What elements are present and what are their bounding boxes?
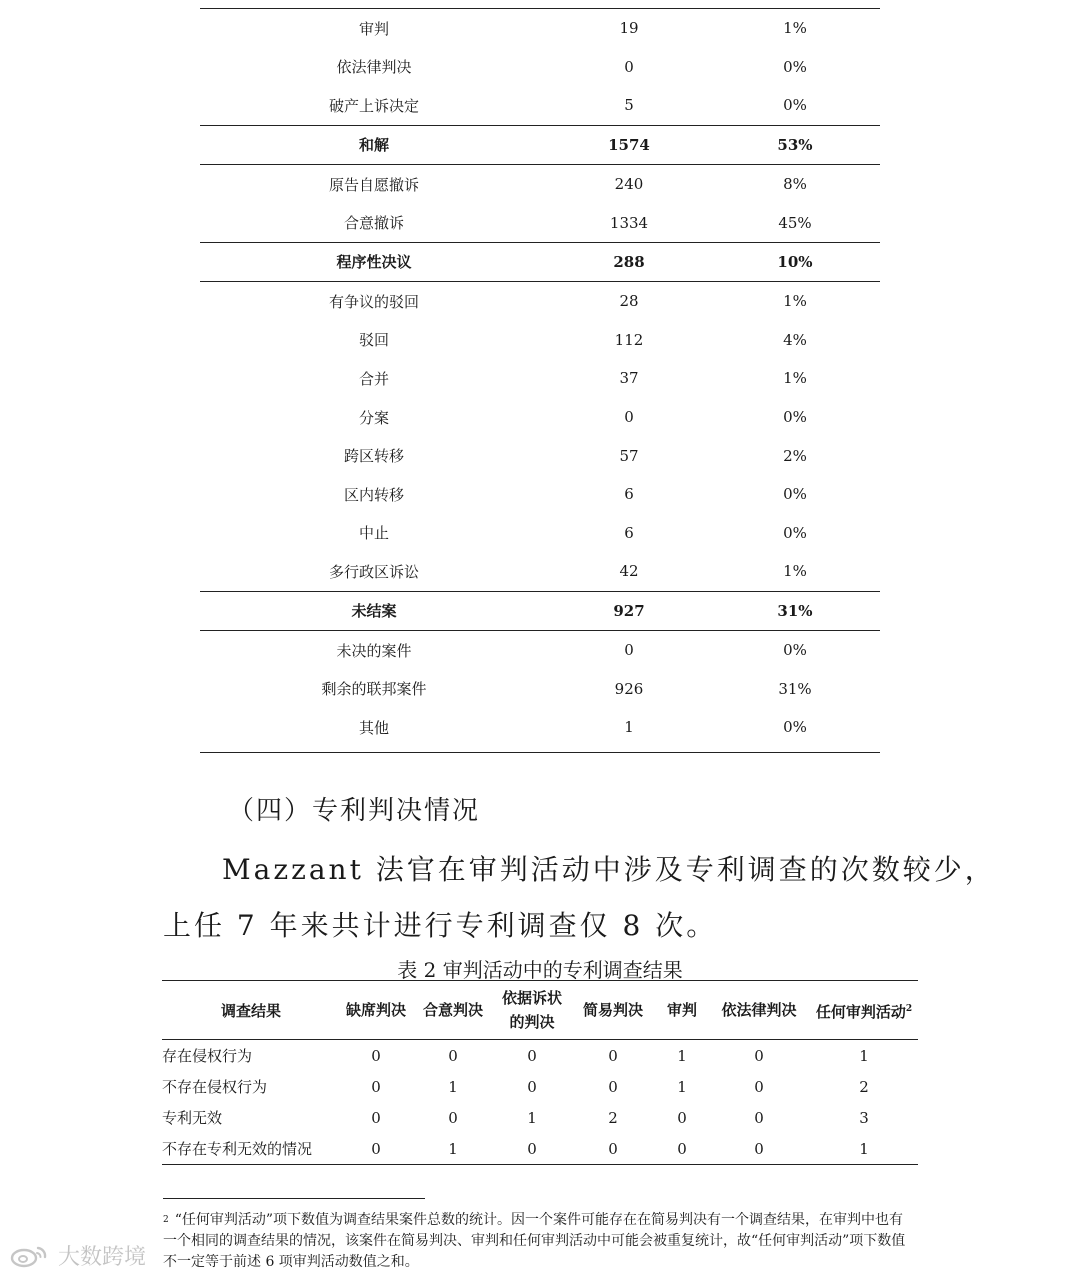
row-label: 专利无效 [162, 1109, 223, 1127]
row-count: 28 [619, 292, 639, 311]
column-header [494, 986, 570, 1034]
cell: 0 [371, 1046, 381, 1065]
category-row-pending [200, 591, 880, 631]
table-header-row [162, 981, 918, 1040]
cell: 0 [448, 1046, 458, 1065]
row-count: 112 [614, 330, 644, 349]
table-row [200, 631, 880, 670]
column-header: 合意判决 [422, 1001, 483, 1019]
row-label: 不存在专利无效的情况 [162, 1140, 313, 1158]
row-percent: 31% [777, 601, 813, 620]
footnote [163, 1210, 915, 1273]
table-row [200, 552, 880, 591]
cell: 0 [754, 1077, 764, 1096]
table-row [200, 359, 880, 398]
row-label: 原告自愿撤诉 [328, 175, 419, 194]
column-header: 调查结果 [220, 1001, 281, 1020]
column-header: 缺席判决 [345, 1001, 406, 1019]
column-header: 依法律判决 [721, 1001, 797, 1019]
table-bottom-rule [162, 1164, 918, 1165]
row-percent: 31% [778, 679, 812, 698]
column-header: 审判 [666, 1001, 697, 1019]
row-percent: 1% [783, 562, 807, 581]
watermark-text: 大数跨境 [58, 1245, 147, 1270]
row-label: 有争议的驳回 [328, 292, 419, 311]
row-count: 1334 [609, 213, 649, 232]
cell: 0 [677, 1108, 687, 1127]
footnote-ref: 2 [905, 1003, 913, 1014]
case-outcome-table [200, 8, 880, 747]
table-row [162, 1102, 918, 1133]
row-percent: 8% [783, 175, 807, 194]
column-header-line: 的判决 [509, 1013, 555, 1031]
row-count: 0 [624, 641, 634, 660]
cell: 2 [608, 1108, 618, 1127]
row-label: 合意撤诉 [343, 214, 404, 233]
row-count: 6 [624, 485, 634, 504]
cell: 0 [608, 1077, 618, 1096]
cell: 0 [371, 1108, 381, 1127]
cell: 0 [754, 1108, 764, 1127]
cell: 0 [608, 1139, 618, 1158]
cell: 1 [677, 1046, 687, 1065]
row-percent: 0% [783, 485, 807, 504]
row-count: 1 [624, 718, 634, 737]
column-header-line: 依据诉状 [501, 989, 562, 1007]
row-label: 未结案 [351, 602, 397, 621]
table-row [200, 321, 880, 360]
row-label: 区内转移 [343, 485, 404, 504]
paragraph-line: Mazzant 法官在审判活动中涉及专利调查的次数较少， [222, 853, 996, 886]
table-row [200, 48, 880, 87]
row-count: 240 [614, 175, 644, 194]
row-label: 程序性决议 [336, 253, 412, 272]
table-row [200, 669, 880, 708]
patent-findings-table [162, 980, 918, 1164]
cell: 1 [859, 1139, 869, 1158]
row-count: 19 [619, 19, 639, 38]
table-row [200, 708, 880, 747]
table-row [200, 398, 880, 437]
cell: 0 [677, 1139, 687, 1158]
row-label: 分案 [358, 408, 389, 427]
row-percent: 0% [783, 96, 807, 115]
table-row [200, 165, 880, 204]
row-label: 驳回 [358, 331, 389, 350]
cell: 1 [677, 1077, 687, 1096]
row-label: 跨区转移 [343, 447, 404, 466]
footnote-rule [163, 1198, 425, 1199]
table-row [200, 475, 880, 514]
row-label: 剩余的联邦案件 [321, 680, 427, 699]
row-count: 37 [619, 369, 639, 388]
weibo-logo-icon [8, 1243, 52, 1269]
cell: 0 [371, 1139, 381, 1158]
table-row [200, 9, 880, 48]
table-row [200, 436, 880, 475]
cell: 0 [527, 1139, 537, 1158]
table-row [162, 1071, 918, 1102]
table-bottom-rule [200, 752, 880, 753]
cell: 0 [371, 1077, 381, 1096]
cell: 2 [859, 1077, 869, 1096]
row-count: 0 [624, 408, 634, 427]
row-percent: 10% [777, 252, 813, 271]
table-row [162, 1133, 918, 1164]
cell: 0 [527, 1077, 537, 1096]
row-count: 1574 [608, 135, 650, 154]
row-label: 未决的案件 [336, 641, 412, 660]
cell: 0 [608, 1046, 618, 1065]
row-label: 破产上诉决定 [328, 96, 419, 115]
row-percent: 1% [783, 19, 807, 38]
cell: 1 [448, 1077, 458, 1096]
row-percent: 0% [783, 718, 807, 737]
row-label: 中止 [358, 524, 389, 543]
row-label: 合并 [358, 369, 389, 388]
row-count: 926 [614, 679, 644, 698]
row-count: 5 [624, 96, 634, 115]
column-header-text: 任何审判活动 [815, 1002, 906, 1021]
row-percent: 1% [783, 369, 807, 388]
cell: 0 [754, 1046, 764, 1065]
table-caption: 表 2 审判活动中的专利调查结果 [397, 958, 683, 982]
cell: 1 [859, 1046, 869, 1065]
cell: 1 [448, 1139, 458, 1158]
row-percent: 0% [783, 523, 807, 542]
row-count: 6 [624, 523, 634, 542]
category-row-procedural [200, 242, 880, 282]
row-percent: 0% [783, 641, 807, 660]
row-count: 0 [624, 57, 634, 76]
row-label: 多行政区诉讼 [328, 562, 419, 581]
footnote-text: “任何审判活动”项下数值为调查结果案件总数的统计。因一个案件可能存在在简易判决有一个调查结果，在审判中也有一个相同的调查结果的情况，该案件在简易判决、审判和任何审判活动中可能会被重复统计，故“任何审判活动”项下数值不一定等于前述 6 项审判活动数值之和。 [163, 1212, 906, 1270]
row-percent: 53% [777, 135, 813, 154]
table-row [200, 203, 880, 242]
row-percent: 45% [778, 213, 812, 232]
row-label: 不存在侵权行为 [162, 1078, 268, 1096]
row-label: 依法律判决 [336, 58, 412, 77]
table-row [200, 514, 880, 553]
cell: 3 [859, 1108, 869, 1127]
category-row-settlement [200, 125, 880, 165]
row-count: 42 [619, 562, 639, 581]
watermark [8, 1240, 146, 1271]
column-header [810, 997, 918, 1024]
table-row [162, 1040, 918, 1071]
row-label: 其他 [358, 718, 389, 737]
row-count: 927 [613, 601, 645, 620]
section-heading: （四）专利判决情况 [228, 796, 481, 826]
row-percent: 0% [783, 57, 807, 76]
column-header: 简易判决 [582, 1001, 643, 1019]
row-percent: 1% [783, 292, 807, 311]
row-percent: 2% [783, 446, 807, 465]
table-row [200, 86, 880, 125]
row-percent: 0% [783, 408, 807, 427]
row-percent: 4% [783, 330, 807, 349]
row-label: 审判 [358, 19, 389, 38]
paragraph-line: 上任 7 年来共计进行专利调查仅 8 次。 [163, 909, 718, 942]
row-label: 和解 [358, 136, 389, 155]
cell: 0 [527, 1046, 537, 1065]
row-count: 288 [613, 252, 645, 271]
table-row [200, 282, 880, 321]
row-label: 存在侵权行为 [162, 1047, 253, 1065]
row-count: 57 [619, 446, 639, 465]
footnote-number: 2 [163, 1215, 169, 1225]
cell: 1 [527, 1108, 537, 1127]
cell: 0 [448, 1108, 458, 1127]
cell: 0 [754, 1139, 764, 1158]
